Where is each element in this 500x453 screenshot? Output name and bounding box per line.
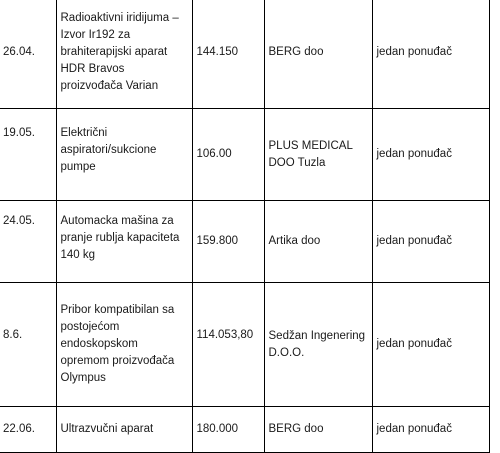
procedure-cell: jedan ponuđač — [372, 283, 489, 407]
item-cell: Radioaktivni iridijuma – Izvor Ir192 za brahiterapijski aparat HDR Bravos proizvođača Varian — [56, 0, 192, 109]
procedure-cell: jedan ponuđač — [372, 109, 489, 201]
supplier-cell: Sedžan Ingenering D.O.O. — [264, 283, 372, 407]
item-cell: Pribor kompatibilan sa postojećom endoskopskom opremom proizvođača Olympus — [56, 283, 192, 407]
date-cell: 19.05. — [0, 109, 56, 201]
supplier-cell: BERG doo — [264, 407, 372, 453]
date-cell: 26.04. — [0, 0, 56, 109]
table-row — [0, 407, 489, 453]
supplier-cell: Artika doo — [264, 201, 372, 283]
table-row — [0, 0, 489, 109]
supplier-cell: BERG doo — [264, 0, 372, 109]
table-row — [0, 109, 489, 201]
value-cell: 144.150 — [192, 0, 264, 109]
procedure-cell: jedan ponuđač — [372, 201, 489, 283]
procedure-cell: jedan ponuđač — [372, 407, 489, 453]
value-cell: 106.00 — [192, 109, 264, 201]
item-cell: Električni aspiratori/sukcione pumpe — [56, 109, 192, 201]
value-cell: 180.000 — [192, 407, 264, 453]
value-cell: 159.800 — [192, 201, 264, 283]
date-cell: 22.06. — [0, 407, 56, 453]
item-cell: Ultrazvučni aparat — [56, 407, 192, 453]
procedure-cell: jedan ponuđač — [372, 0, 489, 109]
supplier-cell: PLUS MEDICAL DOO Tuzla — [264, 109, 372, 201]
table-row — [0, 283, 489, 407]
item-cell: Automacka mašina za pranje rublja kapaciteta 140 kg — [56, 201, 192, 283]
table-row — [0, 201, 489, 283]
date-cell: 24.05. — [0, 201, 56, 283]
value-cell: 114.053,80 — [192, 283, 264, 407]
date-cell: 8.6. — [0, 283, 56, 407]
